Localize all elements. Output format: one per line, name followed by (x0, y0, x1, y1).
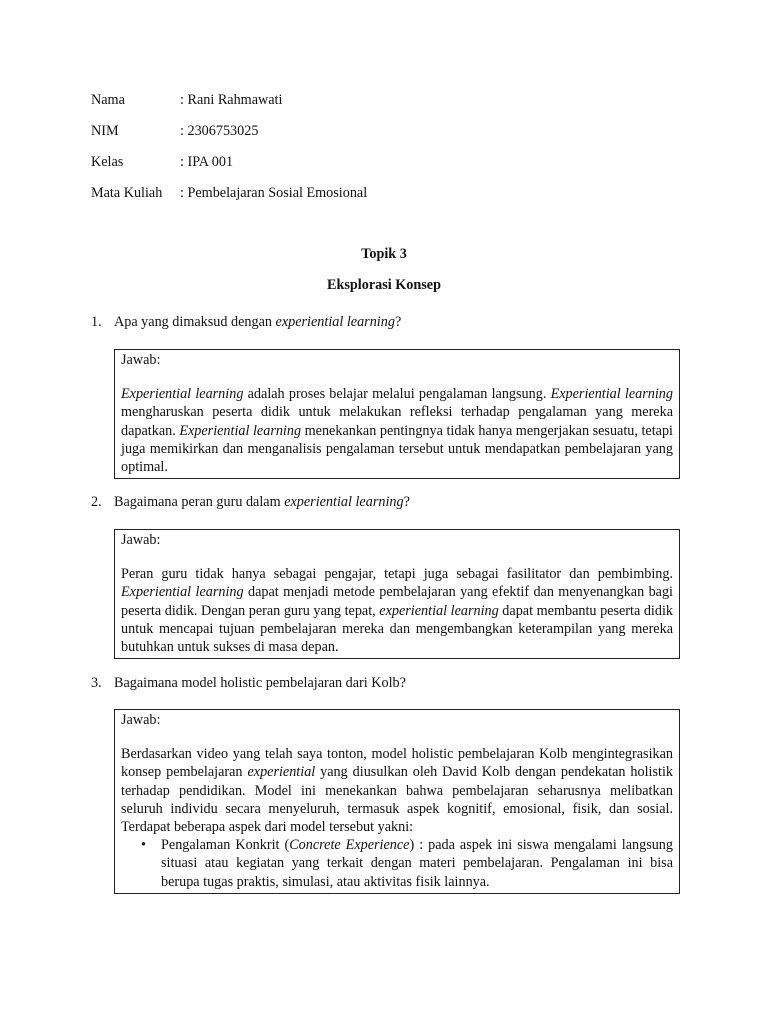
info-label: NIM (91, 123, 119, 139)
list-item (121, 836, 673, 891)
answer-label: Jawab: (121, 352, 161, 368)
topic-subtitle: Eksplorasi Konsep (327, 277, 441, 293)
info-value: : Rani Rahmawati (180, 92, 283, 108)
text-run: dapat membantu peserta didik untuk mencapai tujuan pembelajaran mereka dan mengembangkan keterampilan yang mereka butuhkan untuk sukses di masa depan. (121, 602, 673, 656)
question-text-before: Bagaimana peran guru dalam (114, 494, 285, 510)
answer-paragraph (121, 385, 673, 476)
answer-box-1 (114, 349, 680, 479)
emphasis-run: Experiential learning (550, 386, 673, 403)
emphasis-run: experiential learning (379, 602, 499, 619)
question-text: Bagaimana model holistic pembelajaran dari Kolb? (114, 675, 406, 691)
question-text-after: ? (403, 494, 410, 510)
question-text-before: Apa yang dimaksud dengan (114, 314, 276, 330)
text-run: dapat menjadi metode pembelajaran yang efektif dan menyenangkan bagi peserta didik. Dengan peran guru yang tepat, (121, 584, 673, 619)
info-label: Nama (91, 92, 125, 108)
text-run: mengharuskan peserta didik untuk melakukan refleksi terhadap pengalaman yang mereka dapatkan. (121, 404, 673, 439)
bullet-icon: • (141, 837, 146, 854)
emphasis-run: Experiential learning (121, 386, 244, 403)
text-run: menekankan pentingnya tidak hanya mengerjakan sesuatu, tetapi juga memikirkan dan menganalisis pengalaman tersebut untuk mendapatkan pembelajaran yang optimal. (121, 422, 673, 476)
answer-label: Jawab: (121, 532, 161, 548)
question-number: 1. (91, 314, 102, 330)
answer-box-3 (114, 709, 680, 894)
question-number: 3. (91, 675, 102, 691)
question-text (114, 314, 401, 331)
aspect-list (121, 836, 673, 891)
text-run: ) : pada aspek ini siswa mengalami langsung situasi atau kegiatan yang terkait dengan materi pembelajaran. Pengalaman ini bisa berupa tugas praktis, simulasi, atau aktivitas fisik lainnya. (161, 837, 673, 890)
question-number: 2. (91, 494, 102, 510)
text-run: Berdasarkan video yang telah saya tonton, model holistic pembelajaran Kolb mengintegrasikan konsep pembelajaran (121, 746, 673, 781)
info-label: Kelas (91, 154, 124, 170)
text-run: yang diusulkan oleh David Kolb dengan pendekatan holistik terhadap pendidikan. Model ini menekankan bahwa pembelajaran seharusnya melibatkan seluruh individu secara menyeluruh, termasuk aspek kognitif, emosional, fisik, dan sosial. Terdapat beberapa aspek dari model tersebut yakni: (121, 764, 673, 836)
question-text-after: ? (394, 314, 402, 330)
info-row-nim (91, 123, 367, 154)
question-1 (91, 314, 401, 331)
text-run: adalah proses belajar melalui pengalaman langsung. (243, 386, 551, 403)
info-value: : 2306753025 (180, 123, 259, 139)
emphasis-run: Experiential learning (121, 584, 244, 601)
info-value: : IPA 001 (180, 154, 234, 170)
info-label: Mata Kuliah (91, 185, 163, 201)
text-run: Pengalaman Konkrit ( (161, 837, 290, 854)
emphasis-run: Concrete Experience (289, 837, 410, 854)
list-item-text (161, 837, 673, 889)
answer-box-2 (114, 529, 680, 659)
topic-title: Topik 3 (361, 246, 407, 262)
question-text (114, 494, 410, 511)
question-emphasis: experiential learning (284, 494, 404, 510)
emphasis-run: experiential (247, 764, 316, 781)
student-info (91, 92, 367, 216)
text-run: Peran guru tidak hanya sebagai pengajar, tetapi juga sebagai fasilitator dan pembimbing. (121, 566, 673, 583)
question-3 (91, 675, 406, 692)
info-row-course (91, 185, 367, 216)
info-value: : Pembelajaran Sosial Emosional (180, 185, 368, 201)
info-row-name (91, 92, 367, 123)
emphasis-run: Experiential learning (179, 422, 302, 439)
answer-label: Jawab: (121, 712, 161, 728)
question-2 (91, 494, 410, 511)
question-emphasis: experiential learning (275, 314, 395, 330)
info-row-class (91, 154, 367, 185)
answer-paragraph (121, 745, 673, 836)
answer-paragraph (121, 565, 673, 656)
